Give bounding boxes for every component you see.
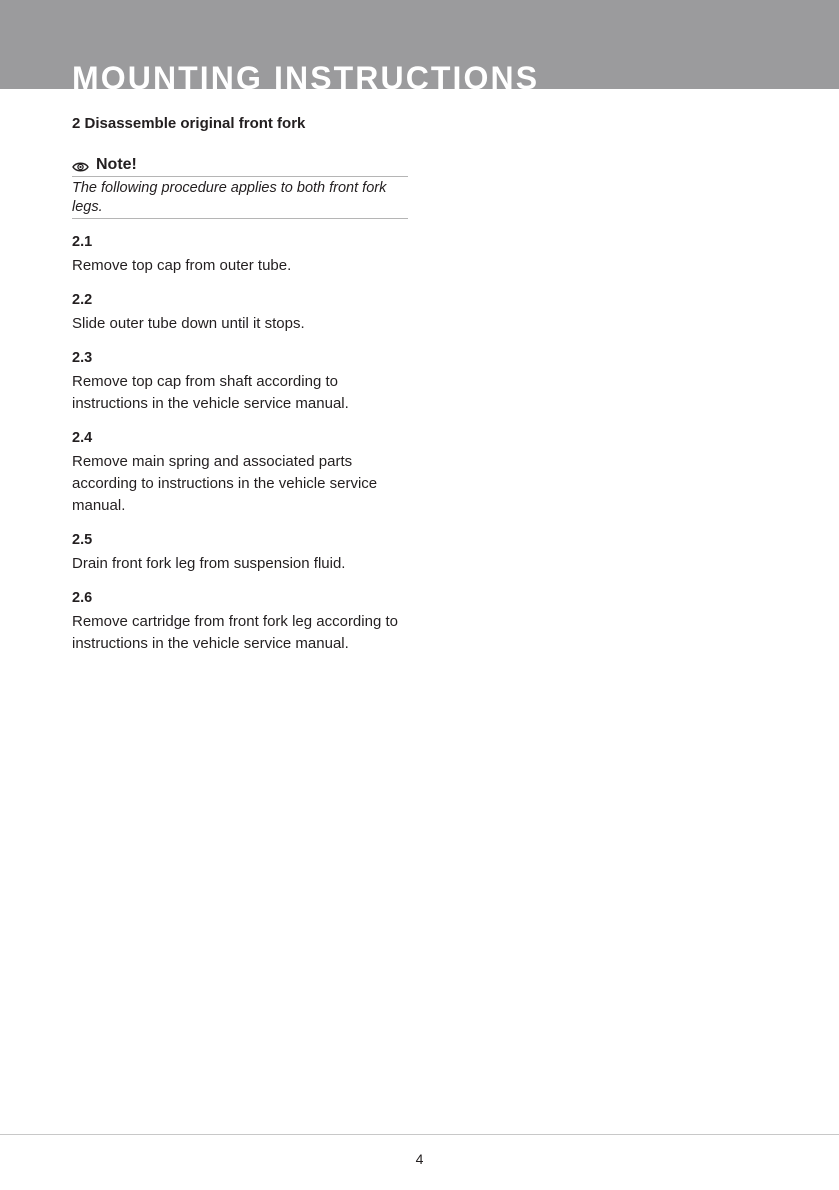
step-2-3 [72,349,408,415]
step-number: 2.6 [72,590,93,606]
step-text: Remove cartridge from front fork leg according to instructions in the vehicle service manual. [72,613,398,652]
step-number: 2.1 [72,234,93,250]
step-number: 2.4 [72,430,93,446]
step-number: 2.3 [72,350,93,366]
section-heading: 2 Disassemble original front fork [72,115,306,132]
footer-divider [0,1134,839,1135]
main-content [72,114,408,655]
step-text: Drain front fork leg from suspension fluid. [72,555,346,572]
step-text: Remove main spring and associated parts according to instructions in the vehicle service manual. [72,453,378,514]
step-2-6 [72,589,408,655]
eye-icon [72,160,89,172]
note-box [72,155,408,219]
step-text: Slide outer tube down until it stops. [72,315,305,332]
note-title-row [72,155,408,177]
step-text: Remove top cap from shaft according to instructions in the vehicle service manual. [72,373,349,412]
step-2-4 [72,429,408,517]
header-band [0,0,839,89]
step-2-5 [72,531,408,575]
step-2-2 [72,291,408,335]
page-number: 4 [415,1151,424,1167]
note-text: The following procedure applies to both front fork legs. [72,177,408,219]
note-title: Note! [96,156,137,173]
step-text: Remove top cap from outer tube. [72,257,292,274]
step-number: 2.5 [72,532,93,548]
step-2-1 [72,233,408,277]
step-number: 2.2 [72,292,93,308]
page-title: MOUNTING INSTRUCTIONS [72,60,540,89]
